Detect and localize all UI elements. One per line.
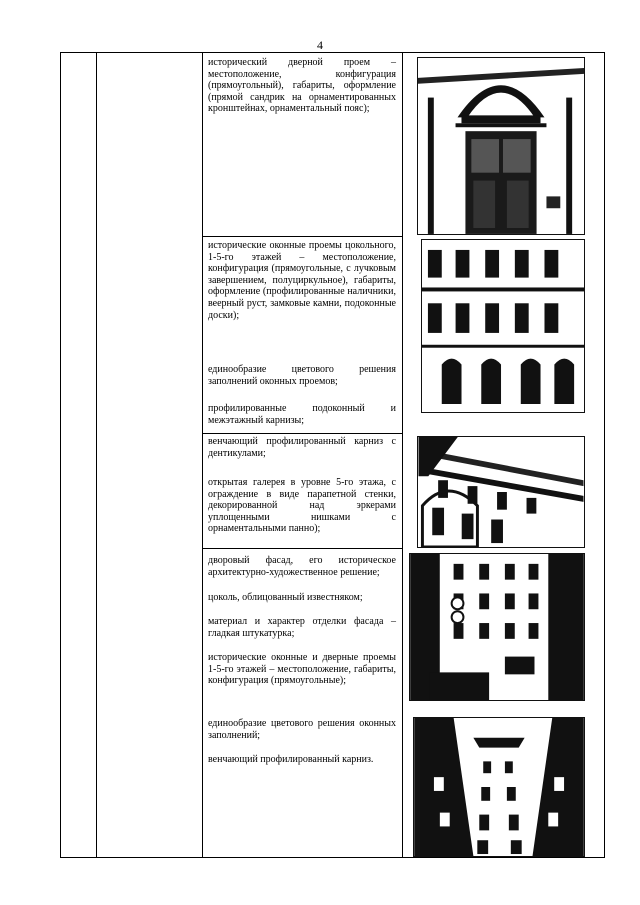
feature-item: открытая галерея в уровне 5-го этажа, с ограждение в виде парапетной стенки, декорированной над эркерами уплощенными нишками с орнаментальными панно); [208,477,396,535]
table-column-divider [202,53,203,857]
feature-item: венчающий профилированный карниз. [208,754,374,765]
cornice-photo [417,436,585,548]
feature-item: профилированные подоконный и межэтажный карнизы; [208,403,396,426]
windows-photo [421,239,585,413]
feature-item: единообразие цветового решения заполнений оконных проемов; [208,364,396,387]
feature-item: венчающий профилированный карниз с дентикулами; [208,436,396,459]
feature-item: дворовый фасад, его историческое архитектурно-художественное решение; [208,555,396,578]
feature-item: цоколь, облицованный известняком; [208,592,363,603]
courtyard-photo [409,553,585,701]
table-column-divider [96,53,97,857]
courtyard-upward-photo [413,717,585,857]
table-column-divider [402,53,403,857]
row-divider [202,433,402,434]
row-divider [202,236,402,237]
feature-item: материал и характер отделки фасада – гладкая штукатурка; [208,616,396,639]
page-number: 4 [317,38,323,52]
heritage-table [60,52,605,858]
feature-item: единообразие цветового решения оконных заполнений; [208,718,396,741]
row-divider [202,548,402,549]
feature-item: исторические оконные и дверные проемы 1-5-го этажей – местоположение, габариты, конфигурация (прямоугольные); [208,652,396,687]
courtyard-upward-photo-icon [414,718,584,856]
gallery-cornice-photo-icon [418,437,584,547]
feature-item: исторический дверной проем – местоположение, конфигурация (прямоугольный), габариты, оформление (прямой сандрик на орнаментированных кронштейнах, орнаментальный пояс); [208,57,396,115]
entrance-door-photo-icon [418,58,584,234]
feature-item: исторические оконные проемы цокольного, 1-5-го этажей – местоположение, конфигурация (прямоугольные, с лучковым завершением, полуциркульное), габариты, оформление (профилированные наличники, веерный руст, замковые камни, подоконные доски); [208,240,396,321]
doorway-photo [417,57,585,235]
courtyard-facade-photo-icon [410,554,584,700]
facade-windows-photo-icon [422,240,584,412]
